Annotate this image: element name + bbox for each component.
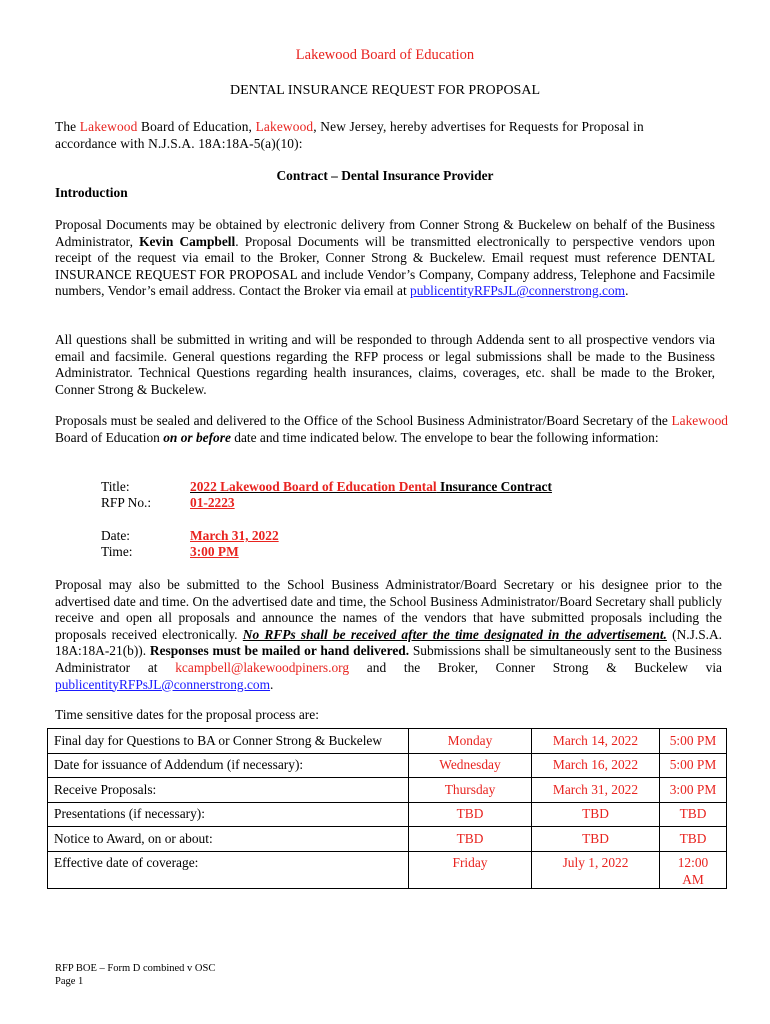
date-cell: March 31, 2022 <box>532 778 660 803</box>
time-cell: TBD <box>660 827 727 852</box>
intro-text: Board of Education, <box>137 119 256 134</box>
para-text: Board of Education <box>55 429 164 445</box>
time-cell: TBD <box>660 802 727 827</box>
title-red-part: 2022 Lakewood Board of Education Dental <box>190 479 437 494</box>
event-cell: Effective date of coverage: <box>48 851 409 888</box>
broker-email-link[interactable]: publicentityRFPsJL@connerstrong.com <box>55 676 271 692</box>
event-cell: Final day for Questions to BA or Conner Strong & Buckelew <box>48 729 409 754</box>
envelope-date-label: Date: <box>101 528 130 543</box>
day-cell: Monday <box>409 729 532 754</box>
lakewood-highlight: Lakewood <box>255 119 314 134</box>
org-heading: Lakewood Board of Education <box>295 47 475 63</box>
para-text: . <box>270 676 274 692</box>
business-administrator-email: kcampbell@lakewoodpiners.org <box>175 659 350 675</box>
on-or-before-emphasis: on or before <box>163 429 231 445</box>
table-row <box>48 851 727 888</box>
document-title: DENTAL INSURANCE REQUEST FOR PROPOSAL <box>229 83 541 98</box>
introduction-heading: Introduction <box>55 185 128 200</box>
time-cell: 12:00 AM <box>660 851 727 888</box>
para-text: Proposals must be sealed and delivered to the Office of the School Business Administrator/Board Secretary of the <box>55 413 672 428</box>
broker-email-link[interactable]: publicentityRFPsJL@connerstrong.com <box>410 283 626 299</box>
time-cell: 5:00 PM <box>660 753 727 778</box>
no-rfps-notice: No RFPs shall be received after the time designated in the advertisement. <box>242 626 667 642</box>
date-cell: TBD <box>532 802 660 827</box>
dates-table <box>47 728 727 889</box>
day-cell: Friday <box>409 851 532 888</box>
time-cell: 5:00 PM <box>660 729 727 754</box>
paragraph-sealed-proposals <box>55 413 728 446</box>
para-text: (N.J.S.A. 18A:18A-21(b)). <box>55 626 723 659</box>
date-cell: July 1, 2022 <box>532 851 660 888</box>
event-cell: Notice to Award, on or about: <box>48 827 409 852</box>
para-text: date and time indicated below. The envelope to bear the following information: <box>230 429 659 445</box>
intro-text: , New Jersey, hereby advertises for Requests for Proposal in <box>313 119 644 134</box>
table-row <box>48 729 727 754</box>
paragraph-proposal-documents <box>55 217 715 300</box>
contract-heading: Contract – Dental Insurance Provider <box>276 168 494 183</box>
para-text: . Proposal Documents will be transmitted electronically to perspective vendors upon receipt of the request via email to the Broker, Conner Strong & Buckelew. Email request must reference DENTAL INSURANCE REQUEST FOR PROPOSAL and include Vendor’s Company, Company address, Telephone and Facsimile numbers, Vendor’s email address. Contact the Broker via email at <box>55 233 715 299</box>
table-row <box>48 827 727 852</box>
event-cell: Receive Proposals: <box>48 778 409 803</box>
para-text: and the Broker, Conner Strong & Buckelew via <box>349 659 722 675</box>
envelope-rfp-label: RFP No.: <box>101 495 152 510</box>
table-row <box>48 753 727 778</box>
table-row <box>48 778 727 803</box>
day-cell: TBD <box>409 827 532 852</box>
business-administrator-name: Kevin Campbell <box>139 233 236 249</box>
intro-line <box>55 119 735 152</box>
para-text: Proposal may also be submitted to the School Business Administrator/Board Secretary or his designee prior to the advertised date and time. On the advertised date and time, the School Business Administrator/Board Secretary shall publicly receive and open all proposals and announce the names of the vendors that have submitted proposals including the proposals received electronically. <box>55 577 722 642</box>
para-text: . <box>625 283 629 299</box>
envelope-date-value: March 31, 2022 <box>190 528 279 543</box>
para-text: Submissions shall be simultaneously sent to the Business Administrator at <box>55 643 722 675</box>
table-row <box>48 802 727 827</box>
event-cell: Date for issuance of Addendum (if necessary): <box>48 753 409 778</box>
day-cell: TBD <box>409 802 532 827</box>
lakewood-highlight: Lakewood <box>671 413 728 428</box>
para-text: Proposal Documents may be obtained by electronic delivery from Conner Strong & Buckelew on behalf of the Business Administrator, <box>55 217 715 249</box>
event-cell: Presentations (if necessary): <box>48 802 409 827</box>
footer-page-number: Page 1 <box>55 976 84 987</box>
footer-form-id: RFP BOE – Form D combined v OSC <box>55 963 216 974</box>
envelope-time-value: 3:00 PM <box>190 544 239 559</box>
date-cell: March 16, 2022 <box>532 753 660 778</box>
envelope-title-value <box>190 479 552 496</box>
date-cell: March 14, 2022 <box>532 729 660 754</box>
paragraph-questions: All questions shall be submitted in writing and will be responded to through Addenda sent to all prospective vendors via email and facsimile. General questions regarding the RFP process or legal submissions shall be made to the Business Administrator. Technical Questions regarding health insurances, claims, coverages, etc. shall be made to the Broker, Conner Strong & Buckelew. <box>55 332 715 397</box>
intro-text: The <box>55 119 80 134</box>
dates-intro: Time sensitive dates for the proposal process are: <box>55 707 319 722</box>
envelope-title-label: Title: <box>101 479 130 494</box>
envelope-time-label: Time: <box>101 544 133 559</box>
mailed-notice: Responses must be mailed or hand delivered. <box>149 643 410 659</box>
day-cell: Thursday <box>409 778 532 803</box>
paragraph-submission <box>55 577 722 693</box>
time-cell: 3:00 PM <box>660 778 727 803</box>
day-cell: Wednesday <box>409 753 532 778</box>
date-cell: TBD <box>532 827 660 852</box>
intro-text: accordance with N.J.S.A. 18A:18A-5(a)(10): <box>55 135 303 151</box>
envelope-rfp-number: 01-2223 <box>190 495 235 510</box>
title-black-part: Insurance Contract <box>436 479 552 494</box>
lakewood-highlight: Lakewood <box>79 119 138 134</box>
